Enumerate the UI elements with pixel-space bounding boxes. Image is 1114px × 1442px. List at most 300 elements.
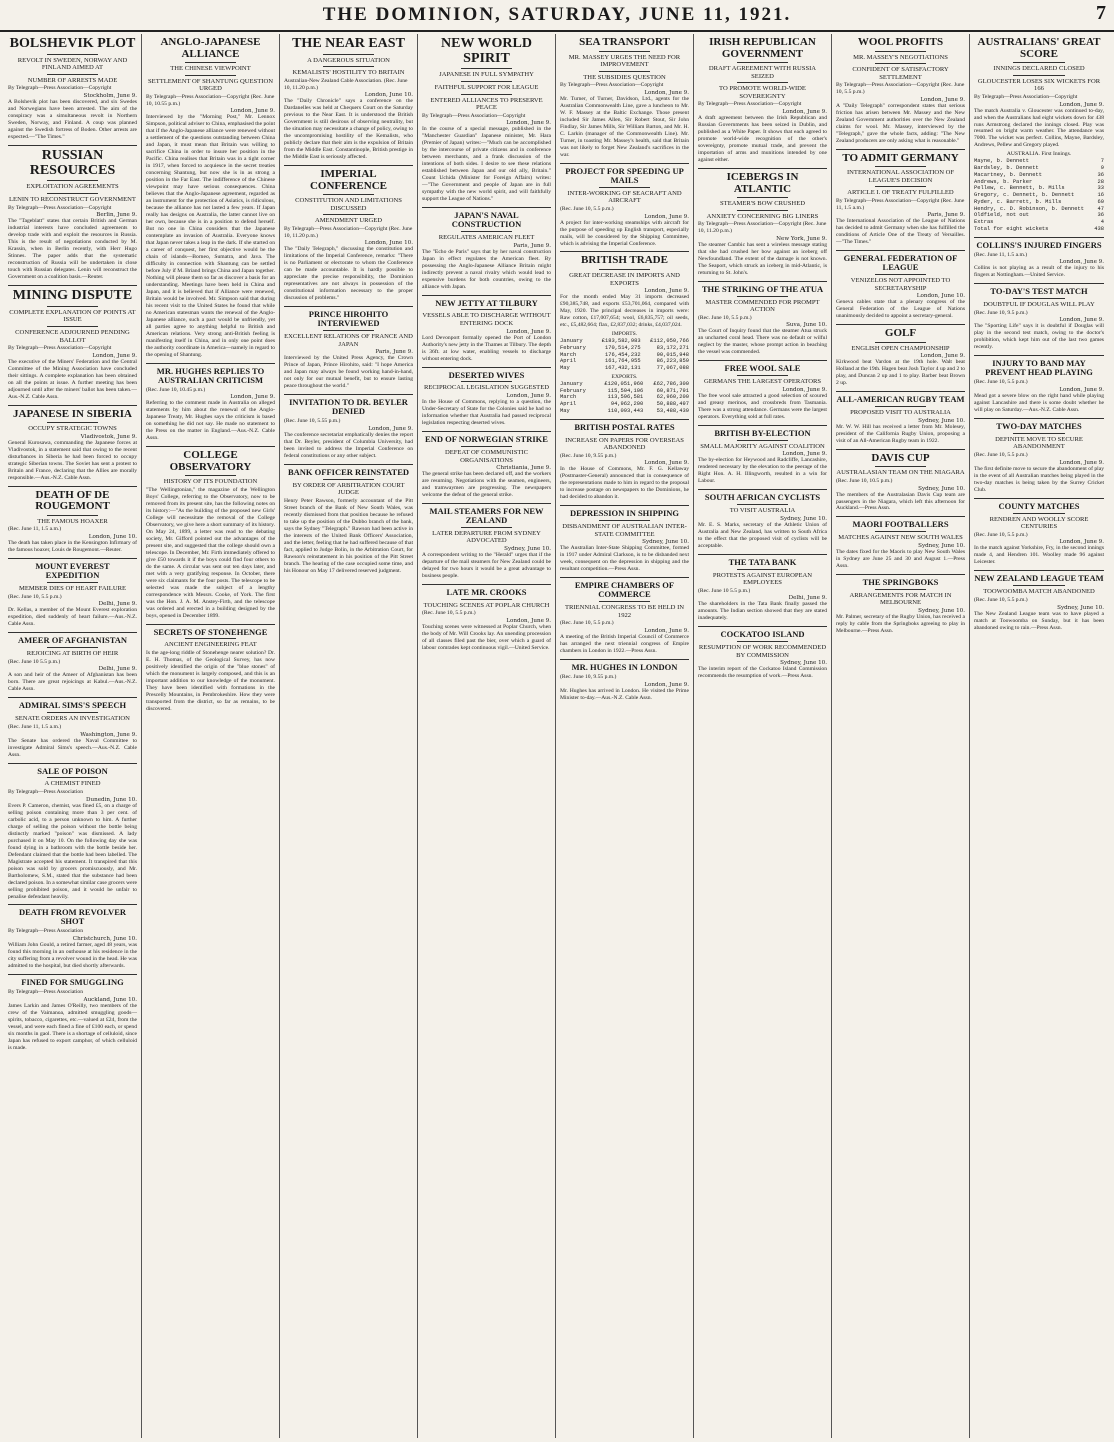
article-body: Touching scenes were witnessed at Poplar Church, when the body of Mr. Will Crooks lay. An unending procession of all classes filed past the bier, over which a guard of labour comrades kept continuous vigil.—United Service. [422,624,551,652]
table-cell: February [560,387,586,394]
article [8,904,137,969]
article-byline: (Rec. June 10, 5.5 p.m.) [8,593,62,600]
table-row [974,158,1104,165]
article-byline: (Rec. June 10, 9.55 p.m.) [560,452,617,459]
article [560,577,689,655]
article-byline: (Rec. June 10, 5.5 p.m.) [698,314,752,321]
article-body: Referring to the comment made in Australia on alleged statements by him about the renewal of the Anglo-Japanese Treaty, Mr. Hughes says the criticism is based on something he did not say. He made no statement to the Press on the matter in England.—Aus.-N.Z. Cable Assn. [146,400,275,442]
headline-rule [875,342,927,343]
article-dateline: London, June 9. [92,352,137,359]
article-subheading: HISTORY OF ITS FOUNDATION [163,478,258,486]
article-byline: By Telegraph—Press Association—Copyright [698,101,802,108]
article-subheading: SMALL MAJORITY AGAINST COALITION [700,442,825,450]
article [8,697,137,758]
article-subheading: ANCIENT ENGINEERING FEAT [164,641,257,649]
article-subheading: RECIPROCAL LEGISLATION SUGGESTED [423,384,550,392]
article-body: "The Wellingtonian," the magazine of the Wellington Boys' College, referring to the Observatory, now to be removed from its present site, has the following notes on its history:—"As the building of the proposed new Girls' College will necessitate the removal of the College Observatory, we give here a short summary of its history. On May 24, 1899, a letter was read to the debating society, Mr. Gifford pointed out the advantages of the present site, and suggested that the college should own a telescope. In December, Mr. Firth immediately offered to give £50 towards it if the boys could find four others to do the same. A circular was sent out ten days later, and met with a very gratifying response. In October, there were six claimants for the four posts. The telescope to be selected was made the subject of a lengthy correspondence with Messrs. Cooke, of York. The first was the Hon. J. A. M. Anstey-Firth, and the telescope was ordered and erected in a building designed by the boys, opened in December 1899. [146,486,275,619]
page-number: 7 [1096,2,1106,24]
article-body: Henry Peter Rawson, formerly accountant of the Pitt Street branch of the Bank of New South Wales, was recently dismissed from that position because he refused to take up the position of the Dubbo branch of the bank, says the Sydney "Telegraph." Rawson had been active in the interests of the United Bank Officers' Association, and the letter, feeling that he had suffered because of that fact, applied to Judge Bolin, in the Arbitration Court, for Rawson's reinstatement in his position of the Pitt Street branch. The hearing of the case occupied some time, and his Honour on May 17 delivered reserved judgment. [284,497,413,574]
article-headline: SEA TRANSPORT [579,36,670,48]
article-body: Lord Devonport formally opened the Port of London Authority's new jetty in the Thames at Tilbury. The depth is 36ft. at low water, enabling vessels to discharge without entering dock. [422,334,551,362]
article-headline: SECRETS OF STONEHENGE [153,626,268,637]
article-headline: MOUNT EVEREST EXPEDITION [35,561,110,581]
article-body: The "Tageblatt" states that certain British and German industrial interests have concluded agreements to develop trade with and exploit the resources in Russia. This is the result of negotiations conducted by M. Krassin, when in Berlin recently, with Herr Hugo Stinnes. The paper adds that the systematic reconstruction of Russia will be undertaken in close touch with Russian delegates. Lenin will reconstruct the Government on a coalition basis.—Reuter. [8,218,137,281]
table-cell: Andrews, b. Parker [974,178,1033,185]
article-divider [974,237,1104,238]
article [422,367,551,427]
article-headline: JAPAN'S NAVAL CONSTRUCTION [451,210,522,230]
article-body: The "Echo de Paris" says that by her naval construction Japan in effect regulates the American fleet. By possessing the Anglo-Japanese Alliance Britain might indirectly prevent a naval rivalry which would lead to expensive burdens for both countries, owing to the alliance with Japan. [422,248,551,290]
article-subheading: TOOWOOMBA MATCH ABANDONED [983,588,1095,596]
article [836,449,965,513]
headline-rule [875,589,927,590]
figures-table [974,151,1104,232]
article-byline: By Telegraph—Press Association—Copyright (Rec. June 10, 5.5 p.m.) [836,82,965,95]
headline-rule [185,475,237,476]
article-subheading: GREAT DECREASE IN IMPORTS AND EXPORTS [569,272,680,287]
table-row [560,401,689,408]
headline-rule [47,180,99,181]
headline-rule [875,51,927,52]
article-subheading: TOUCHING SCENES AT POPLAR CHURCH [423,601,550,609]
article-divider [836,324,965,325]
article [974,283,1104,351]
table-cell: May [560,365,570,372]
article-divider [698,554,827,555]
article-headline: IMPERIAL CONFERENCE [309,168,387,192]
article-body: Evers P. Cameron, chemist, was fined £5, on a charge of selling poison containing more than 3 per cent. of carbolic acid, to a person unknown to him. A further charge of selling the poison without the bottle being distinctly marked "poison" was dismissed. A lady purchased it on May 10. On the following day she was found dying in a bathroom with the bottle beside her. Defendant claimed that the bottle had been labelled. The Magistrate accepted his statement. It transpired that this poison was sold by grocers promiscuously, and Mr. Bartholomew, S.M., stated that the substance had been declared poison. In a somewhat similar case grocers were selling prohibited poison, and it would be unfair to penalise defendant heavily. [8,802,137,900]
article-subheading: ANXIETY CONCERNING BIG LINERS [706,212,819,220]
article-divider [836,250,965,251]
headline-rule [47,422,99,423]
article [698,626,827,680]
headline-rule [599,269,651,270]
article-divider [8,285,137,286]
article [698,425,827,485]
article-byline: Australian-New Zealand Cable Association. (Rec. June 10, 11.20 p.m.) [284,77,408,91]
article-body: The first definite move to secure the abandonment of play in the event of all Australian matches being played in the two-day matches is being taken by the Surrey Cricket Club. [974,465,1104,493]
article-headline: THE STRIKING OF THE ATUA [701,283,824,294]
table-cell: January [560,338,583,345]
article [836,516,965,569]
article-byline: By Telegraph—Press Association—Copyright (Rec. June 10, 11.20 p.m.) [698,221,827,234]
article-divider [8,632,137,633]
table-cell: 77,067,088 [656,365,689,372]
article-body: The by-election for Heywood and Radcliffe, Lancashire, rendered necessary by the elevation to the peerage of the Right Hon. A. H. Illingworth, resulted in a win for Labour. [698,457,827,485]
article-headline: TO ADMIT GERMANY [842,151,959,164]
figures-table [560,331,689,372]
newspaper-page [4,34,1110,1438]
table-cell: 53,488,439 [656,407,689,414]
article-dateline: London, June 10. [88,534,137,541]
headline-rule [461,527,513,528]
table-cell: 170,514,275 [605,344,641,351]
article-divider [8,405,137,406]
table-row [560,352,689,359]
article-subheading: THE SUBSIDIES QUESTION [583,73,666,81]
article-byline: By Telegraph—Press Association—Copyright [8,345,112,352]
article [284,394,413,459]
article [8,763,137,901]
article-divider [8,763,137,764]
article [836,149,965,247]
article-headline: BRITISH POSTAL RATES [574,421,675,432]
article-body: A Bolshevik plot has been discovered, and six Swedes and Norwegians have been arrested. The aim of the conspiracy was a simultaneous revolt in Northern Sweden, Norway, and Finland. A coup was planned against the Swedish fortress of Boden. Other arrests are expected.—"The Times." [8,99,137,141]
article-headline: MAORI FOOTBALLERS [852,519,949,530]
table-row [974,185,1104,192]
article-divider [974,418,1104,419]
article-dateline: Berlin, June 9. [96,212,137,219]
article-divider [8,974,137,975]
article-dateline: London, June 9. [230,108,275,115]
headline-rule [737,210,789,211]
article [974,37,1104,149]
article-headline: BOLSHEVIK PLOT [9,36,136,51]
article-body: A draft agreement between the Irish Republican and Russian Governments has been seized in Dublin, and published as a White Paper. It shows that each agreed to promote world-wide recognition of the other's sovereignty, promote mutual trade, and prevent the importation of arms and munitions intended by one against either. [698,115,827,164]
headline-rule [461,231,513,232]
article-subheading: TRIENNIAL CONGRESS TO BE HELD IN 1922 [564,604,685,619]
article-dateline: London, June 9. [920,96,965,103]
article-body: The general strike has been declared off, and the workers are resuming. Negotiations with the seamen, engineers, and tramwaymen are progressing. The newspapers welcome the defeat of the general strike. [422,471,551,499]
article-byline: (Rec. June 10 5.5 p.m.) [8,658,61,665]
article-divider [284,165,413,166]
article-headline: BANK OFFICER REINSTATED [287,466,410,477]
article [422,503,551,580]
article-dateline: Christiania, June 9. [496,465,551,472]
article-byline: By Telegraph—Press Association—Copyright (Rec. June 10, 11.20 p.m.) [284,225,413,239]
article-body: In the course of a special message, published in the "Manchester Guardian" Japanese minister, Mr. Hara (Premier of Japan) writes:—"Much can be accomplished by the intercourse of private citizens and in conference between merchants, and a frank discussion of the intentions of both sides. I desire to see these relations established between Japan and our old ally, Britain." Count Uchida (Minister for Foreign Affairs) writes:—"The Government and people of Japan are in full sympathy with the new world spirit, and will faithfully support the League of Nations." [422,126,551,203]
column-6 [694,34,832,1438]
article-dateline: Washington, June 9. [80,731,137,738]
article-divider [698,281,827,282]
table-cell: 9 [1100,165,1104,172]
article [8,145,137,281]
headline-rule [875,166,927,167]
article-dateline: Sydney, June 10. [504,546,551,553]
article-divider [836,449,965,450]
article-subheading: COMPLETE EXPLANATION OF POINTS AT ISSUE [9,308,136,324]
article [698,554,827,623]
table-cell: 62,960,200 [656,394,689,401]
article-headline: SALE OF POISON [37,765,108,776]
article-subheading: LENIN TO RECONSTRUCT GOVERNMENT [9,195,136,203]
article-headline: COLLEGE OBSERVATORY [169,449,252,473]
column-7 [832,34,970,1438]
article-dateline: London, June 9. [368,425,413,432]
article-body: The dates fixed for the Maoris to play New South Wales in Sydney are June 25 and 30 and August 1.—Press Assn. [836,548,965,569]
masthead [0,0,1114,32]
article-headline: TWO-DAY MATCHES [996,420,1082,431]
article [974,418,1104,494]
article-dateline: Sydney, June 10. [1057,604,1104,611]
article-divider [836,149,965,150]
article-headline: DEATH FROM REVOLVER SHOT [18,907,127,927]
article [698,489,827,549]
article-dateline: London, June 9. [506,120,551,127]
column-2 [142,34,280,1438]
article-headline: WOOL PROFITS [857,36,944,48]
article-headline: NEW JETTY AT TILBURY [435,297,538,308]
table-row [560,345,689,352]
article-subheading: DRAFT AGREEMENT WITH RUSSIA SEIZED [708,65,817,80]
article-byline: (Rec. June 11, 1.5 a.m.) [974,251,1028,258]
article-subheading: MATCHES AGAINST NEW SOUTH WALES [838,534,963,542]
article-dateline: Dunedin, June 10. [86,796,137,803]
table-title: EXPORTS. [611,373,638,380]
article-body: The interim report of the Cockatoo Island Commission recommends the resumption of work.—Press Assn. [698,666,827,680]
article-subheading: AMENDMENT URGED [314,217,383,225]
article-body: The executive of the Miners' Federation and the Central Committee of the Mining Association have concluded their sittings. A complete explanation has been obtained on all the points at issue. A further meeting has been adjourned until after the miners' ballot has been taken.—Aus.-N.Z. Cable Assn. [8,358,137,400]
article-dateline: London, June 9. [644,460,689,467]
article-headline: TO-DAY'S TEST MATCH [990,286,1088,297]
article-headline: DESERTED WIVES [448,369,525,380]
table-title: IMPORTS. [611,331,638,338]
article-dateline: London, June 9. [506,618,551,625]
table-cell: £183,582,983 [601,338,641,345]
table-row [974,206,1104,213]
data-table [560,381,689,415]
article-dateline: London, June 9. [644,213,689,220]
headline-rule [185,638,237,639]
article-headline: COCKATOO ISLAND [720,629,805,640]
article [836,324,965,387]
article-dateline: London, June 9. [230,394,275,401]
article-body: Interviewed by the "Morning Post," Mr. Lennox Simpson, political adviser to China, emphasised the point that if the Anglo-Japanese alliance were renewed without a settlement of the questions outstanding between China and Japan, it must mean that Britain was willing to sacrifice China in order to insure her position in the Pacific. China realises that Britain was in a tight corner in 1917, when forced to acquiesce in the secret treaties concerning Shantung, but now she is in as strong a position in the Far East. The indifference of the Chinese viewpoint may have serious consequences. China believes that the Anglo-Japanese agreement, regarded as an instrument for the protection of Asiatics, is ridiculous, because the alliance has not lasted a few years. If Japan really has designs on Australia, the latter cannot live on her own, because she is in a position to defend herself. But no one in China considers that the Japanese contemplate an invasion of Australia. Everyone knows that Japan never takes a leap in the dark. If she started on a career of conquest, her first objective would be the chain of islands—Borneo, Sumatra, and Java. The difficulty in connection with Shantung can be settled before July if M. Briand brings China and Japan together. Nothing will please them so far as discover a basis for an understanding. Meetings have been held in China and Japan, and it is believed that if Alliance were renewed, Britain would be involved. Mr. Simpson said that during his recent visit to the United States he found that while no American statesman wants the renewal of the Anglo-Japanese alliance, such a pact would be unfriendly, yet all parties agree to anything helpful to British and American relations. Very strong anti-British feeling is manifesting itself in China, and in only one point does the authority coordinate in America—namely in regard to the opening of Shantung. [146,114,275,358]
article-body: Mr. Turner, of Turner, Davidson, Ltd., agents for the Australian Commonwealth Line, gave a luncheon to Mr. W. F. Massey at the Baltic Exchange. Those present included Sir James Allen, Sir Robert Stout, Sir John Findlay, Sir James Mills, Sir William Barton, and Mr. H. C. Larkin (manager of the Commonwealth Line). Mr. Turner, in toasting Mr. Massey's health, said that Britain was not likely to forget New Zealand's sacrifices in the war. [560,95,689,158]
headline-rule [737,440,789,441]
article [974,570,1104,631]
article-subheading: SENATE ORDERS AN INVESTIGATION [15,715,130,723]
headline-rule [875,274,927,275]
article-dateline: London, June 9. [1059,386,1104,393]
table-cell: Hendry, c. D. Robinson, b. Dennett [974,205,1084,212]
article-dateline: London, June 9. [644,288,689,295]
table-cell: £112,050,766 [650,338,689,345]
article-body: The death has taken place in the Kensington Infirmary of the famous hoaxer, Louis de Rougemont.—Reuter. [8,540,137,554]
article-divider [146,363,275,364]
table-cell: March [560,394,577,401]
headline-rule [47,193,99,194]
article-body: Mead got a severe blow on the right hand while playing against Lancashire and there is some doubt whether he will play on Saturday.—Aus.-N.Z. Cable Assn. [974,392,1104,413]
article-subheading: AUSTRALASIAN TEAM ON THE NIAGARA [836,469,965,477]
headline-rule [461,81,513,82]
article [836,574,965,635]
headline-rule [323,66,375,67]
article [422,207,551,290]
data-table [560,338,689,372]
article-dateline: Sydney, June 10. [918,485,965,492]
table-cell: January [560,380,583,387]
article-headline: MR. HUGHES REPLIES TO AUSTRALIAN CRITICISM [156,365,265,385]
table-cell: 36 [1097,171,1104,178]
headline-rule [737,82,789,83]
headline-rule [1013,433,1065,434]
article-subheading: LATER DEPARTURE FROM SYDNEY ADVOCATED [432,529,541,545]
article-byline: By Telegraph—Press Association—Copyright (Rec. June 11, 1.5 a.m.) [836,197,965,211]
article-dateline: London, June 9. [644,681,689,688]
headline-rule [461,309,513,310]
table-cell: April [560,358,577,365]
article-byline: (Rec. June 11, 1.5 a.m.) [8,723,62,730]
article-subheading: OCCUPY STRATEGIC TOWNS [28,425,117,433]
article-divider [698,626,827,627]
article-body: The steamer Cambic has sent a wireless message stating that she had crushed her bow against an iceberg off Newfoundland. The extent of the damage is not known. The Seaport, which struck an iceberg in mid-Atlantic, is returning to St. John's. [698,241,827,276]
article-dateline: London, June 9. [1059,259,1104,266]
table-cell: 161,764,955 [605,358,641,365]
article-headline: COLLINS'S INJURED FINGERS [976,239,1102,250]
article-subheading: EXCELLENT RELATIONS OF FRANCE AND JAPAN [284,333,413,348]
article-dateline: Christchurch, June 10. [72,936,137,943]
article-dateline: London, June 9. [920,353,965,360]
article-divider [836,574,965,575]
article [974,355,1104,414]
article-body: A "Daily Telegraph" correspondent states that serious friction has arisen between Mr. Massey and the New Zealand Government authorities over the New Zealand claims for wool. Mr. Massey, interviewed by the "Telegraph," gave the whole facts, adding: "The New Zealand producers are only asking what is reasonable." [836,102,965,144]
article-dateline: Stockholm, June 9. [83,93,137,100]
article-body: The "Daily Chronicle" says a conference on the Dardanelles was held at Chequers Court on the Saturday previous to the Near East. It is understood the British Government is still desirous of observing neutrality, but the situation may necessitate a change of policy, owing to the uncompromising hostility of the Kemalists, who publicly declare that their aim is the expulsion of Britain from the Middle East. Constantinople, British prestige in the Middle East is seriously affected. [284,98,413,161]
article-body: The free wool sale attracted a good selection of scoured and greasy merinos, and crossbreds from Tasmania. There was a strong attendance. Germans were the largest operators. Everything sold at full rates. [698,392,827,420]
article [974,237,1104,280]
article [560,659,689,702]
table-cell: February [560,344,586,351]
article-subheading: EXPLOITATION AGREEMENTS [26,183,119,191]
article-divider [974,570,1104,571]
headline-rule [47,712,99,713]
article-body: William John Gould, a retired farmer, aged 48 years, was found this morning in an outhouse at his residence in the city suffering from a revolver wound in the head. He was admitted to the hospital, but died shortly afterwards. [8,942,137,969]
article-subheading: DEFINITE MOVE TO SECURE ABANDONMENT [995,435,1083,451]
article-dateline: Vladivostok, June 9. [80,433,137,440]
article-headline: JAPANESE IN SIBERIA [13,407,132,420]
table-cell: 110,093,443 [607,407,644,414]
article [836,37,965,145]
article-byline: (Rec. June 10, 9.55 p.m.) [560,673,617,680]
article-headline: ADMIRAL SIMS'S SPEECH [18,700,127,711]
article-subheading: RESUMPTION OF WORK RECOMMENDED BY COMMISSION [698,644,827,659]
article-headline: GOLF [884,327,917,340]
article-divider [422,367,551,368]
table-cell: 33 [1097,185,1104,192]
article-body: The New Zealand League team was to have played a match at Toowoomba on Sunday, but it has been abandoned owing to rain.—Press Assn. [974,610,1104,631]
article-divider [284,464,413,465]
table-cell: 60,871,791 [656,387,689,394]
article-body: Mr. Palmer, secretary of the Rugby Union, has received a reply by cable from the Springboks agreeing to play in Melbourne.—Press Assn. [836,614,965,634]
article-divider [422,295,551,296]
article [698,168,827,277]
article-subheading: DOUBTFUL IF DOUGLAS WILL PLAY [983,301,1095,309]
table-cell: Mayne, b. Dennett [974,158,1029,165]
article-dateline: Delhi, June 9. [98,666,137,673]
article [422,584,551,652]
article-byline: (Rec. June 10, 10.5 p.m.) [836,477,893,484]
headline-rule [737,504,789,505]
article-subheading: ENTERED ALLIANCES TO PRESERVE PEACE [430,96,543,112]
article-headline: SOUTH AFRICAN CYCLISTS [704,492,821,503]
article [8,558,137,628]
article-subheading: DISBANDMENT OF AUSTRALIAN INTER-STATE COMMITTEE [562,523,687,538]
article-dateline: Suva, June 10. [786,322,827,329]
article [974,498,1104,567]
article-subheading: INTERNATIONAL ASSOCIATION OF LEAGUE'S DECISION [846,169,955,184]
article-subheading: ARRANGEMENTS FOR MATCH IN MELBOURNE [849,591,952,607]
article-divider [974,283,1104,284]
article-dateline: Sydney, June 10. [918,608,965,614]
article-headline: INJURY TO BAND MAY PREVENT HEAD PLAYING [985,358,1093,378]
article-headline: PROJECT FOR SPEEDING UP MAILS [565,165,684,185]
article [284,306,413,390]
headline-rule [1013,298,1065,299]
article-subheading: REVOLT IN SWEDEN, NORWAY AND FINLAND AIMED AT [17,56,128,72]
table-cell: £120,051,960 [604,380,644,387]
article-byline: By Telegraph—Press Association—Copyright [8,204,112,211]
headline-rule [875,466,927,467]
article-dateline: Delhi, June 9. [788,595,827,602]
article-byline: (Rec. June 10, 5.5 p.m.) [974,379,1028,386]
headline-rule [47,306,99,307]
article-divider [284,306,413,307]
article-subheading: A DANGEROUS SITUATION [307,56,390,64]
article-divider [698,168,827,169]
table-cell: 4 [1100,219,1104,226]
headline-rule [1013,75,1065,76]
table-row [974,192,1104,199]
article-dateline: Sydney, June 10. [918,417,965,424]
article-dateline: London, June 9. [506,393,551,400]
article-divider [422,431,551,432]
article-headline: AMEER OF AFGHANISTAN [17,635,128,646]
table-cell: 83,172,271 [656,344,689,351]
headline-rule [737,62,789,63]
article-subheading: TO VISIT AUSTRALIA [729,507,796,515]
headline-rule [737,641,789,642]
article [698,281,827,357]
article-body: James Larkin and James O'Reilly, two members of the crew of the Vaimanoa, admitted smuggling goods—spirits, tobacco, cigarettes, etc.—valued at £24, from the vessel, and were each fined a fine of £100 each, or spend six months in gaol. There is a shortage of celluloid, since Japan has refused to export camphor, of which celluloid is made. [8,1002,137,1051]
article-body: A son and heir of the Ameer of Afghanistan has been born. There are great rejoicings at Kabul.—Aus.-N.Z. Cable Assn. [8,672,137,693]
table-row [974,219,1104,226]
headline-rule [47,74,99,75]
article-body: In the House of Commons, Mr. F. G. Kellaway (Postmaster-General) announced that in consequence of the representations made to him in regard to the proposal to increase postage on newspapers to the Dominions, he had decided to abandon it. [560,466,689,501]
article [836,391,965,444]
article [560,251,689,329]
article-dateline: London, June 9. [1059,459,1104,466]
headline-rule [461,599,513,600]
article-headline: GENERAL FEDERATION OF LEAGUE [843,253,958,273]
article [422,431,551,499]
article-dateline: Paris, June 9. [513,242,551,249]
article-divider [422,503,551,504]
article-byline: By Telegraph—Press Association [8,988,84,995]
article-headline: DEATH OF DE ROUGEMONT [35,488,110,513]
headline-rule [185,75,237,76]
article-divider [836,391,965,392]
article-byline: By Telegraph—Press Association—Copyright (Rec. June 10, 10.55 p.m.) [146,93,275,107]
article-dateline: London, June 9. [782,386,827,393]
article-byline: By Telegraph—Press Association—Copyright [422,112,526,119]
article-byline: (Rec. June 11, 1.5 a.m.) [8,526,62,533]
article-byline: By Telegraph—Press Association—Copyright [560,82,664,89]
article-byline: (Rec. June 10, 5.5 p.m.) [560,620,614,627]
article-dateline: London, June 9. [644,89,689,96]
article-subheading: MEMBER DIES OF HEART FAILURE [18,584,127,592]
table-cell: 176,454,232 [605,351,641,358]
article-headline: END OF NORWEGIAN STRIKE [425,434,548,444]
article-divider [8,486,137,487]
article-divider [698,489,827,490]
table-cell: 50,888,497 [656,401,689,408]
table-cell: Pellew, c. Bennett, b. Mills [974,185,1065,192]
masthead-title: THE DOMINION, SATURDAY, JUNE 11, 1921. [322,4,792,25]
article-subheading: VENIZELOS NOT APPOINTED TO SECRETARYSHIP [850,277,951,292]
article-body: The shareholders in the Tata Bank finally passed the amounts. The Indian section showed that they are stated inadequately. [698,601,827,622]
article-subheading: INTER-WORKING OF SEACRAFT AND AIRCRAFT [567,189,682,205]
